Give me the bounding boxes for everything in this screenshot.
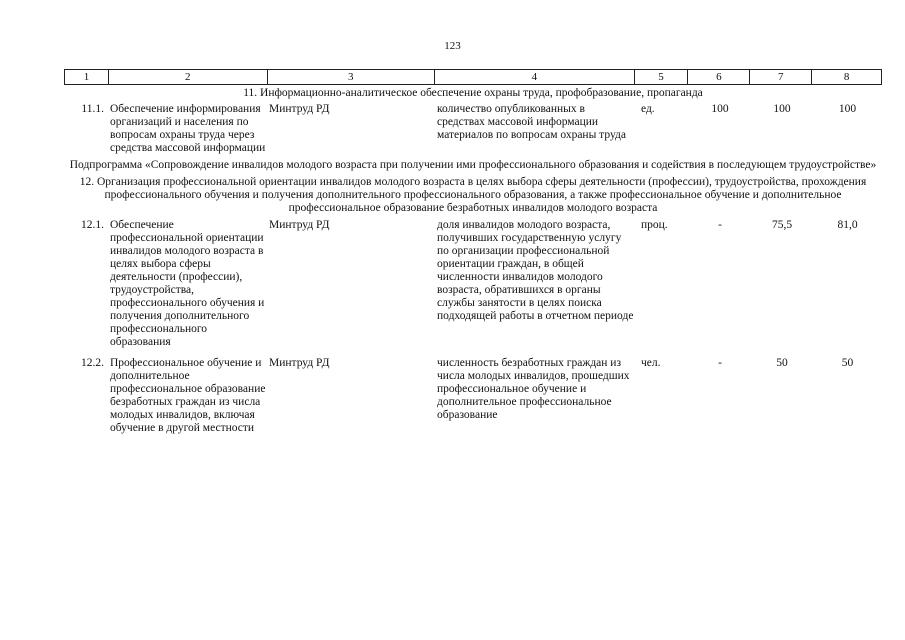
value-col-6: -: [718, 219, 722, 231]
column-header-5: 5: [635, 70, 689, 84]
unit: чел.: [641, 357, 661, 369]
unit: проц.: [641, 219, 668, 231]
measure-name: Обеспечение информирования организаций и населения по вопросам охраны труда через средства массовой информации: [110, 103, 266, 154]
value-col-6: -: [718, 357, 722, 369]
program-table: [64, 69, 882, 435]
column-header-4: 4: [435, 70, 635, 84]
value-col-7: 75,5: [771, 219, 793, 231]
measure-name: Обеспечение профессиональной ориентации инвалидов молодого возраста в целях выбора сферы деятельности (профессии), трудоустройства, профессионального обучения и получения дополнительного профессионального образования: [110, 219, 265, 348]
row-number: 11.1.: [81, 103, 104, 115]
value-col-7: 50: [776, 357, 788, 369]
column-header-1: 1: [65, 70, 109, 84]
page-number: 123: [444, 40, 461, 52]
row-number: 12.1.: [81, 219, 104, 231]
row-number: 12.2.: [81, 357, 104, 369]
table-row-12-2: [64, 357, 882, 435]
table-header-row: [64, 69, 882, 85]
column-header-8: 8: [843, 71, 850, 83]
section-11-title: 11. Информационно-аналитическое обеспечение охраны труда, профобразование, пропаганда: [243, 87, 703, 99]
value-col-8: 81,0: [837, 219, 858, 231]
column-header-6: 6: [688, 70, 750, 84]
column-header-3: 3: [268, 70, 436, 84]
value-col-7: 100: [773, 103, 791, 115]
table-row-12-1: [64, 219, 882, 349]
indicator: численность безработных граждан из числа молодых инвалидов, прошедших профессиональное обучение и дополнительное профессиональное образование: [437, 357, 630, 421]
value-col-8: 50: [841, 357, 854, 369]
executor: Минтруд РД: [269, 357, 330, 369]
executor: Минтруд РД: [269, 103, 330, 115]
subprogram-title: Подпрограмма «Сопровождение инвалидов молодого возраста при получении ими профессионального образования и содействия в последующем трудоустройстве»: [69, 159, 877, 171]
value-col-8: 100: [838, 103, 857, 115]
indicator: количество опубликованных в средствах массовой информации материалов по вопросам охраны труда: [437, 103, 626, 141]
unit: ед.: [641, 103, 655, 115]
column-header-2: 2: [109, 70, 268, 84]
section-12-title: 12. Организация профессиональной ориентации инвалидов молодого возраста в целях выбора сферы деятельности (профессии), трудоустройства, прохождения профессионального обучения и получения дополнительного профессионального образования, а также профессиональное обучение и дополнительное профессиональное образование безработных инвалидов молодого возраста: [79, 176, 867, 214]
measure-name: Профессиональное обучение и дополнительное профессиональное образование безработных граждан из числа молодых инвалидов, включая обучение в другой местности: [110, 357, 266, 434]
value-col-6: 100: [711, 103, 729, 115]
table-row-11-1: [64, 103, 882, 155]
column-header-7: 7: [750, 70, 812, 84]
executor: Минтруд РД: [269, 219, 330, 231]
indicator: доля инвалидов молодого возраста, получивших государственную услугу по организации профессиональной ориентации граждан, в общей численности инвалидов молодого возраста, обратившихся в органы службы занятости в целях поиска подходящей работы в отчетном периоде: [437, 219, 634, 322]
